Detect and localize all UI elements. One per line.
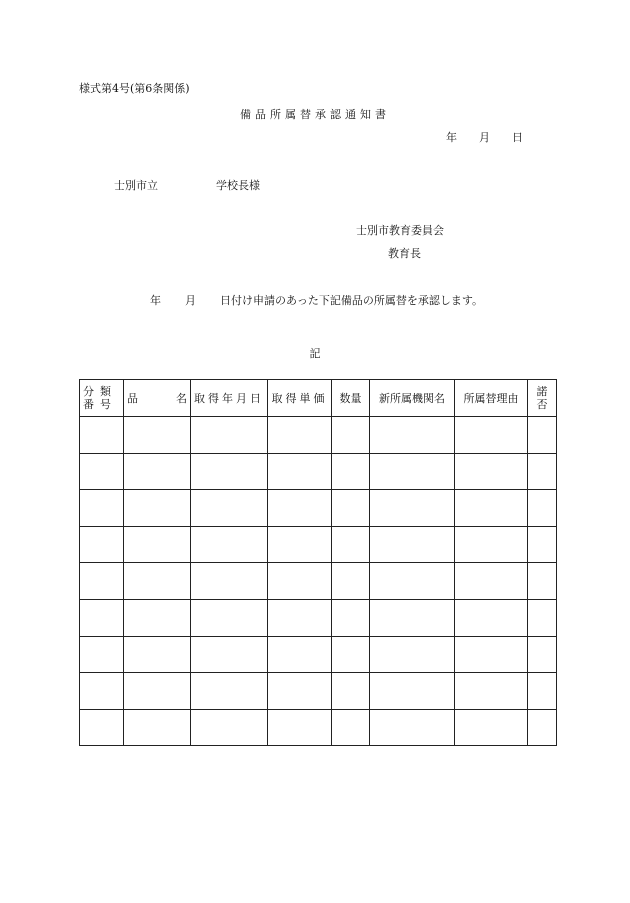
- cell-approval[interactable]: [528, 709, 557, 746]
- cell-reason[interactable]: [455, 490, 528, 527]
- cell-quantity[interactable]: [332, 453, 370, 490]
- cell-approval[interactable]: [528, 453, 557, 490]
- recipient-line: [114, 177, 260, 193]
- cell-acquisition-date[interactable]: [191, 563, 268, 600]
- cell-reason[interactable]: [455, 709, 528, 746]
- cell-new-department[interactable]: [370, 563, 455, 600]
- cell-reason[interactable]: [455, 526, 528, 563]
- cell-new-department[interactable]: [370, 490, 455, 527]
- cell-category-number[interactable]: [80, 599, 124, 636]
- cell-unit-price[interactable]: [268, 453, 332, 490]
- cell-acquisition-date[interactable]: [191, 453, 268, 490]
- sender-title: 教育長: [388, 247, 421, 260]
- header-acquisition-date: 取得年月日: [191, 380, 268, 417]
- table-row: [80, 636, 557, 673]
- header-item-name-part2: 名: [176, 392, 187, 405]
- header-unit-price: 取得単価: [268, 380, 332, 417]
- document-title: 備品所属替承認通知書: [240, 108, 390, 121]
- cell-acquisition-date[interactable]: [191, 526, 268, 563]
- cell-category-number[interactable]: [80, 490, 124, 527]
- cell-quantity[interactable]: [332, 563, 370, 600]
- cell-category-number[interactable]: [80, 709, 124, 746]
- cell-quantity[interactable]: [332, 417, 370, 454]
- table-row: [80, 526, 557, 563]
- cell-item-name[interactable]: [124, 709, 191, 746]
- cell-new-department[interactable]: [370, 709, 455, 746]
- form-number: 様式第4号(第6条関係): [79, 82, 190, 95]
- header-quantity: 数量: [332, 380, 370, 417]
- table-header-row: [80, 380, 557, 417]
- body-text: [150, 292, 483, 308]
- cell-item-name[interactable]: [124, 526, 191, 563]
- header-category-number: [80, 380, 124, 417]
- cell-acquisition-date[interactable]: [191, 417, 268, 454]
- table-row: [80, 599, 557, 636]
- cell-new-department[interactable]: [370, 673, 455, 710]
- cell-item-name[interactable]: [124, 636, 191, 673]
- cell-quantity[interactable]: [332, 526, 370, 563]
- cell-approval[interactable]: [528, 526, 557, 563]
- cell-acquisition-date[interactable]: [191, 709, 268, 746]
- cell-acquisition-date[interactable]: [191, 673, 268, 710]
- cell-approval[interactable]: [528, 417, 557, 454]
- cell-unit-price[interactable]: [268, 563, 332, 600]
- cell-approval[interactable]: [528, 636, 557, 673]
- cell-new-department[interactable]: [370, 599, 455, 636]
- items-table: [79, 379, 557, 746]
- cell-approval[interactable]: [528, 490, 557, 527]
- cell-item-name[interactable]: [124, 599, 191, 636]
- recipient-suffix: 学校長様: [216, 179, 260, 192]
- table-row: [80, 673, 557, 710]
- cell-new-department[interactable]: [370, 526, 455, 563]
- header-approval: [528, 380, 557, 417]
- header-category-line2: 番号: [83, 398, 117, 411]
- cell-reason[interactable]: [455, 563, 528, 600]
- cell-item-name[interactable]: [124, 453, 191, 490]
- body-year-label: 年: [150, 294, 161, 307]
- cell-item-name[interactable]: [124, 490, 191, 527]
- cell-reason[interactable]: [455, 453, 528, 490]
- cell-reason[interactable]: [455, 599, 528, 636]
- cell-item-name[interactable]: [124, 417, 191, 454]
- body-sentence: 日付け申請のあった下記備品の所属替を承認します。: [220, 294, 484, 307]
- header-approval-line2: 否: [536, 398, 548, 411]
- cell-quantity[interactable]: [332, 636, 370, 673]
- cell-unit-price[interactable]: [268, 417, 332, 454]
- cell-category-number[interactable]: [80, 636, 124, 673]
- cell-category-number[interactable]: [80, 563, 124, 600]
- date-year-label: 年: [446, 131, 457, 144]
- cell-approval[interactable]: [528, 673, 557, 710]
- header-category-line1: 分類: [83, 385, 117, 398]
- header-reason: 所属替理由: [455, 380, 528, 417]
- cell-unit-price[interactable]: [268, 636, 332, 673]
- cell-acquisition-date[interactable]: [191, 490, 268, 527]
- cell-unit-price[interactable]: [268, 709, 332, 746]
- cell-unit-price[interactable]: [268, 599, 332, 636]
- recipient-prefix: 士別市立: [114, 179, 158, 192]
- table-row: [80, 709, 557, 746]
- header-new-department: 新所属機関名: [370, 380, 455, 417]
- header-approval-line1: 諾: [536, 385, 548, 398]
- cell-unit-price[interactable]: [268, 526, 332, 563]
- cell-approval[interactable]: [528, 563, 557, 600]
- table-row: [80, 490, 557, 527]
- cell-new-department[interactable]: [370, 453, 455, 490]
- cell-quantity[interactable]: [332, 490, 370, 527]
- table-row: [80, 563, 557, 600]
- cell-new-department[interactable]: [370, 417, 455, 454]
- cell-new-department[interactable]: [370, 636, 455, 673]
- header-item-name: [124, 380, 191, 417]
- cell-category-number[interactable]: [80, 526, 124, 563]
- date-line: [446, 129, 523, 145]
- cell-category-number[interactable]: [80, 453, 124, 490]
- cell-reason[interactable]: [455, 673, 528, 710]
- cell-reason[interactable]: [455, 636, 528, 673]
- cell-unit-price[interactable]: [268, 490, 332, 527]
- body-month-label: 月: [185, 294, 196, 307]
- cell-acquisition-date[interactable]: [191, 599, 268, 636]
- sender-organization: 士別市教育委員会: [356, 224, 444, 237]
- cell-item-name[interactable]: [124, 563, 191, 600]
- note-mark: 記: [309, 347, 321, 360]
- cell-reason[interactable]: [455, 417, 528, 454]
- cell-acquisition-date[interactable]: [191, 636, 268, 673]
- date-month-label: 月: [479, 131, 490, 144]
- table-row: [80, 453, 557, 490]
- cell-quantity[interactable]: [332, 673, 370, 710]
- cell-approval[interactable]: [528, 599, 557, 636]
- cell-unit-price[interactable]: [268, 673, 332, 710]
- cell-category-number[interactable]: [80, 673, 124, 710]
- cell-quantity[interactable]: [332, 599, 370, 636]
- header-item-name-part1: 品: [127, 392, 138, 405]
- cell-quantity[interactable]: [332, 709, 370, 746]
- cell-category-number[interactable]: [80, 417, 124, 454]
- date-day-label: 日: [512, 131, 523, 144]
- table-row: [80, 417, 557, 454]
- cell-item-name[interactable]: [124, 673, 191, 710]
